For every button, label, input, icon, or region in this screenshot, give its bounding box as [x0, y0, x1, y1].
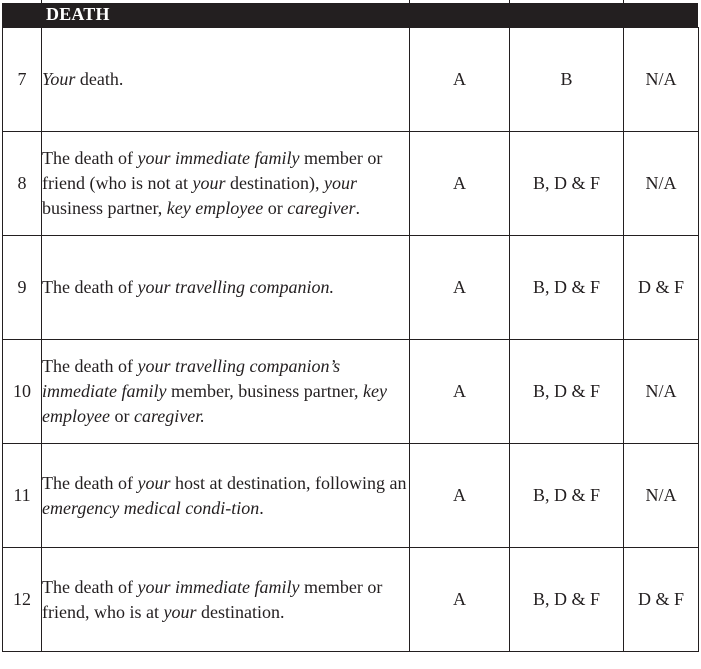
benefit-code-col-a: A [410, 340, 510, 444]
defined-term: your [137, 472, 171, 493]
benefit-code-col-c: N/A [624, 444, 699, 548]
description-text: The death of [42, 576, 138, 597]
table-row [3, 444, 699, 548]
description-text: or [263, 198, 288, 218]
benefit-code-col-b: B, D & F [510, 132, 624, 236]
coverage-table [2, 27, 699, 652]
event-description [42, 444, 410, 548]
event-description [42, 28, 410, 132]
row-number: 9 [3, 236, 42, 340]
description-text: death. [75, 69, 124, 89]
row-number: 10 [3, 340, 42, 444]
benefit-code-col-b: B, D & F [510, 340, 624, 444]
description-text: host at destination, following an [170, 472, 407, 493]
row-number: 11 [3, 444, 42, 548]
event-description [42, 236, 410, 340]
description-text: member or friend, who is at [42, 576, 383, 622]
defined-term: your [192, 173, 226, 193]
description-text: member or friend (who is not at [42, 148, 383, 193]
section-title: DEATH [46, 4, 110, 24]
description-text: or [109, 406, 134, 426]
defined-term: your immediate family [137, 148, 300, 168]
row-number: 8 [3, 132, 42, 236]
benefit-code-col-a: A [410, 548, 510, 652]
benefit-code-col-a: A [410, 236, 510, 340]
benefit-code-col-a: A [410, 444, 510, 548]
benefit-code-col-a: A [410, 28, 510, 132]
description-text: The death of [42, 148, 138, 168]
description-text: . [355, 198, 361, 218]
description-text: The death of [42, 472, 138, 493]
event-description [42, 340, 410, 444]
table-row [3, 28, 699, 132]
benefit-code-col-b: B, D & F [510, 548, 624, 652]
defined-term: caregiver. [133, 406, 205, 426]
defined-term: emergency medical condi-tion [42, 497, 260, 518]
benefit-code-col-c: N/A [624, 28, 699, 132]
defined-term: Your [42, 69, 76, 89]
description-text: member, business partner, [166, 381, 363, 401]
benefit-code-col-a: A [410, 132, 510, 236]
benefit-code-col-c: D & F [624, 548, 699, 652]
defined-term: key employee [166, 198, 264, 218]
defined-term: caregiver [287, 198, 356, 218]
event-description [42, 132, 410, 236]
benefit-code-col-c: N/A [624, 132, 699, 236]
defined-term: your travelling companion’s immediate family [42, 356, 341, 401]
description-text: destination. [196, 601, 285, 622]
row-number: 7 [3, 28, 42, 132]
benefit-code-col-b: B [510, 28, 624, 132]
table-row [3, 236, 699, 340]
table-row [3, 340, 699, 444]
description-text: business partner, [42, 198, 167, 218]
benefit-code-col-b: B, D & F [510, 236, 624, 340]
description-text: The death of [42, 356, 138, 376]
description-text: destination), [225, 173, 324, 193]
defined-term: your travelling companion. [137, 277, 334, 297]
defined-term: key employee [42, 381, 387, 426]
table-row [3, 132, 699, 236]
defined-term: your [323, 173, 357, 193]
row-number: 12 [3, 548, 42, 652]
description-text: . [259, 497, 264, 518]
benefit-code-col-c: N/A [624, 340, 699, 444]
defined-term: your immediate family [137, 576, 300, 597]
benefit-code-col-b: B, D & F [510, 444, 624, 548]
section-header [2, 3, 698, 27]
benefit-code-col-c: D & F [624, 236, 699, 340]
defined-term: your [163, 601, 197, 622]
table-row [3, 548, 699, 652]
event-description [42, 548, 410, 652]
description-text: The death of [42, 277, 138, 297]
